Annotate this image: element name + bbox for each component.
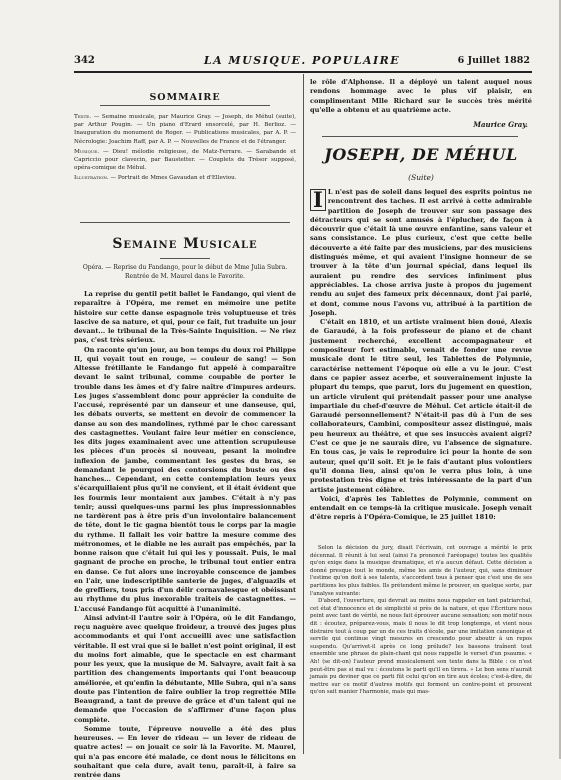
- opera-line-1: Opéra. — Reprise du Fandango, pour le début de Mme Julia Subra.: [82, 264, 288, 271]
- column-divider: [303, 74, 304, 754]
- sommaire-rule: [100, 105, 270, 106]
- sommaire-musique-body: — Dieu! mélodie religieuse, de Matz-Ferrare. — Sarabande et Capriccio pour clavecin, par Baustetter. — Couplets du Trésor supposé, opéra-comique de Méhul.: [74, 148, 296, 172]
- header-rule: [74, 71, 532, 73]
- page-number: 342: [74, 55, 95, 66]
- issue-date: 6 Juillet 1882: [457, 55, 530, 66]
- page-header: [74, 52, 530, 70]
- semaine-continuation: le rôle d'Alphonse. Il a déployé un talent auquel nous rendons hommage avec le plus vif plaisir, en complimentant Mlle Richard sur le succès très mérité qu'elle a obtenu et au quatrième acte.: [310, 78, 532, 115]
- opera-subheading: [74, 264, 296, 281]
- sommaire-texte-label: Texte.: [74, 114, 92, 120]
- joseph-body: [310, 188, 532, 523]
- semaine-paragraph: On raconte qu'un jour, au bon temps du doux roi Philippe II, qui voyait tout en rouge, — couleur de sang! — Son Altesse frétillante le Fandango fut appelé à comparaître devant le saint tribunal, comme coupable de porter le trouble dans les âmes et d'y faire naître d'impures ardeurs. Les juges s'assemblent donc pour apprécier la conduite de l'accusé, représenté par un danseur et une danseuse, qui, les débats ouverts, se mettent en devoir de commencer la danse au son des mandolines, rythmé par le choc caressant des castagnettes. Voulant faire leur métier en conscience, les dits juges examinaient avec une attention scrupuleuse les pièces d'un procès si nouveau, pesant la moindre inflexion de jambe, commentant les gestes du bras, se demandant le pourquoi des contorsions du buste ou des hanches... Cependant, en cette contemplation leurs yeux s'écarquillaient plus qu'il ne convient, et il était évident que les fourmis leur montaient aux jambes. C'était à n'y pas tenir; aussi quelques-uns parmi les plus impressionnables ne tardèrent pas à être pris d'un involontaire balancement de tête, dont le tic gagna bientôt tous le corps par la magie du rythme. Il fallait les voir battre la mesure comme des métronomes, et le diable ne les aurait pas empêchés, par la bonne raison que c'était lui qui les y poussait. Puis, le mal gagnant de proche en proche, le tribunal tout entier entra en danse. Ce fut alors une incroyable conscence de jambes en l'air, une indescriptible santerie de juges, d'alguazils et de greffiers, tous pris d'un délir cornavalesque et obéissant au rhythme du plus inexorable traiteis de castagnettes. — L'accusé Fandango fût acquitté à l'unanimité.: [74, 345, 296, 613]
- joseph-paragraph-3: Voici, d'après les Tablettes de Polymnie, comment on entendait en ce temps-là la critique musicale. Joseph venait d'être repris à l'Opéra-Comique, le 25 juillet 1810:: [310, 494, 532, 522]
- journal-title: LA MUSIQUE. POPULAIRE: [203, 54, 401, 67]
- quoted-review: [310, 545, 532, 752]
- drop-cap: I: [310, 189, 326, 211]
- joseph-paragraph: [310, 188, 532, 318]
- sommaire-musique: [74, 148, 296, 173]
- joseph-paragraph-2: C'était en 1810, et un artiste vraiment bien doué, Alexis de Garaudé, à la fois professeur de piano et de chant justement recherché, excellent accompagnateur et compositeur fort estimable, venait de fonder une revue musicale dont le titre seul, les Tablettes de Polymnie, caractérise nettement l'époque où elle a vu le jour. C'est dans ce papier assez acerbe, et souverainement injuste la plupart du temps, que parut, lors du jugement en question, un article virulent qui prétendait passer pour une analyse impartiale du chef-d'œuvre de Méhul. Cet article était-il de Garaudé personnellement? N'était-il pas dû à l'un de ses collaborateurs, Cambini, compositeur assez distingué, mais peu heureux au théâtre, et que ses insuccès avaient aigri? C'est ce que je ne saurais dire, vu l'absence de signature. En tous cas, je vais le reproduire ici pour la honte de son auteur, quel qu'il soit. Et je le fais d'autant plus volontiers qu'il donna lieu, ainsi qu'on le verra plus loin, à une protestation très digne et très intéressante de la part d'un artiste justement célèbre.: [310, 318, 532, 494]
- joseph-title: JOSEPH, DE MÉHUL: [324, 145, 518, 164]
- sommaire-texte: [74, 113, 296, 146]
- sommaire-title: SOMMAIRE: [149, 92, 221, 103]
- semaine-paragraph: La reprise du gentil petit ballet le Fandango, qui vient de reparaître à l'Opéra, me remet en mémoire une petite histoire sur cette danse espagnole très voluptueuse et très lascive de sa nature, et qui, pour ce fait, fut traduite un jour devant... le tribunal de la Très-Sainte Inquisition. — Ne riez pas, c'est très sérieux.: [74, 290, 296, 345]
- sommaire-illustration-label: Illustration.: [74, 175, 109, 182]
- joseph-paragraph-1: L n'est pas de soleil dans lequel des esprits pointus ne rencontrent des taches. Il est arrivé à cette admirable partition de Joseph de trouver sur son passage des détracteurs qui se sont amusés à l'éplucher, de façon à découvrir que c'était là une œuvre enfantine, sans valeur et sans consistance. Le plus curieux, c'est que cette belle découverte a été faite par des musiciens, par des musiciens distingués même, et qui avaient l'insigne honneur de se trouver à la tête d'un journal spécial, dans lequel ils auraient pu rendre des services infiniment plus appréciables. La chose arriva juste à propos du jugement rendu au sujet des fameux prix décennaux, dont j'ai parlé, et dont, comme nous l'avons vu, attribué à la partition de Joseph.: [310, 188, 532, 317]
- article-rule: [322, 136, 518, 137]
- suite-label: (Suite): [408, 173, 434, 182]
- section-rule: [80, 222, 290, 223]
- opera-line-2: Rentrée de M. Maurel dans le Favorite.: [125, 272, 245, 280]
- sommaire-illustration-body: — Portrait de Mmes Gavaudan et d'Elleviou.: [110, 175, 237, 182]
- sommaire-block: [74, 113, 296, 185]
- semaine-musicale-title: Semaine Musicale: [112, 236, 258, 252]
- semaine-paragraph: Ainsi advint-il l'autre soir à l'Opéra, où le dit Fandango, reçu naguère avec quelque froideur, a trouvé des juges plus accommodants et qui l'ont accueilli avec une satisfaction véritable. Il est vrai que si le ballet n'est point original, il est du moins fort aimable, que le spectacle en est charmant pour les yeux, que la musique de M. Salvayre, avait fait à sa partition des changements importants qui l'ont beaucoup améliorée, et qu'enfin la débutante, Mlle Subra, qui n'a sans doute pas l'intention de faire oublier la trop regrettée Mlle Beaugrand, a tant de preuve de grâce et d'un talent qui ne demande que l'occasion de s'affirmer d'une façon plus complète.: [74, 613, 296, 724]
- sommaire-illustration: [74, 174, 296, 182]
- semaine-body: [74, 290, 296, 779]
- author-signature: Maurice Gray.: [473, 120, 528, 129]
- quote-paragraph: D'abord, l'ouverture, qui devrait au moins nous rappeler en tant patriarchal, cet état d'innocence et de simplicité si près de la nature, et que l'Écriture nous peint avec tant de vérité, ne nous fait éprouver aucune sensation; son motif nous dit : écoutez, préparez-vous, mais il nous le dit trop longtemps, et vient nous distraire tout à coup par un de ces traits d'école, par une imitation canonique et servile qui continue vingt mesures en crescendo pour aboutir à un repos suspendu. Qu'arrivet-il après ce long prélude? les bassons traînent tout ensemble une phrase de plain-chant qui nous rappelle le verset d'un psaume. « Ah! (se dit-on) l'auteur prend musicalement son texte dans la Bible : ce n'est peut-être pas si mal vu : écoutons le parti qu'il en tirera. » Le bon sens n'aurait jamais pu deviner que ce parti fût celui qu'on en tire aux écoles; c'est-à-dire, de mettre sur ce motif d'autres motifs qui forment un contre-point et prouvent qu'on sait manier l'harmonie, mais qui mas-: [310, 598, 532, 696]
- sommaire-musique-label: Musique.: [74, 148, 100, 155]
- sommaire-texte-body: — Semaine musicale, par Maurice Gray. — Joseph, de Méhul (suite), par Arthur Pougin. — Un piano d'Erard ensorcelé, par H. Berlioz. — Inauguration du monument de Roger. — Publications musicales, par A. P. — Nécrologie: Joachim Raff, par A. P. — Nouvelles de France et de l'étranger.: [74, 114, 296, 145]
- semaine-paragraph: Somme toute, l'épreuve nouvelle a été des plus heureuses. — En lever de rideau — un lever de rideau de quatre actes! — on jouait ce soir là la Favorite. M. Maurel, qui n'a pas encore été malade, ce dont nous le félicitons en souhaitant que cela dure, avait tenu, paraît-il, à faire sa rentrée dans: [74, 724, 296, 779]
- quote-paragraph: Selon la décision du jury, disait l'écrivain, cet ouvrage a mérité le prix décennal. Il réunit à lui seul (ainsi l'a prononcé l'aréopage) toutes les qualités qu'on exige dans la musique dramatique, et n'a aucun défaut. Cette décision a donné presque tout le monde, même les amis de l'auteur, qui, sans diminuer l'estime qu'on doit à ses talents, s'accordent tous à penser que c'est une de ses partitions les plus faibles. Ils prétendent même le prouver, en quelque sorte, par l'analyse suivante:: [310, 545, 532, 597]
- semaine-rule: [160, 258, 210, 259]
